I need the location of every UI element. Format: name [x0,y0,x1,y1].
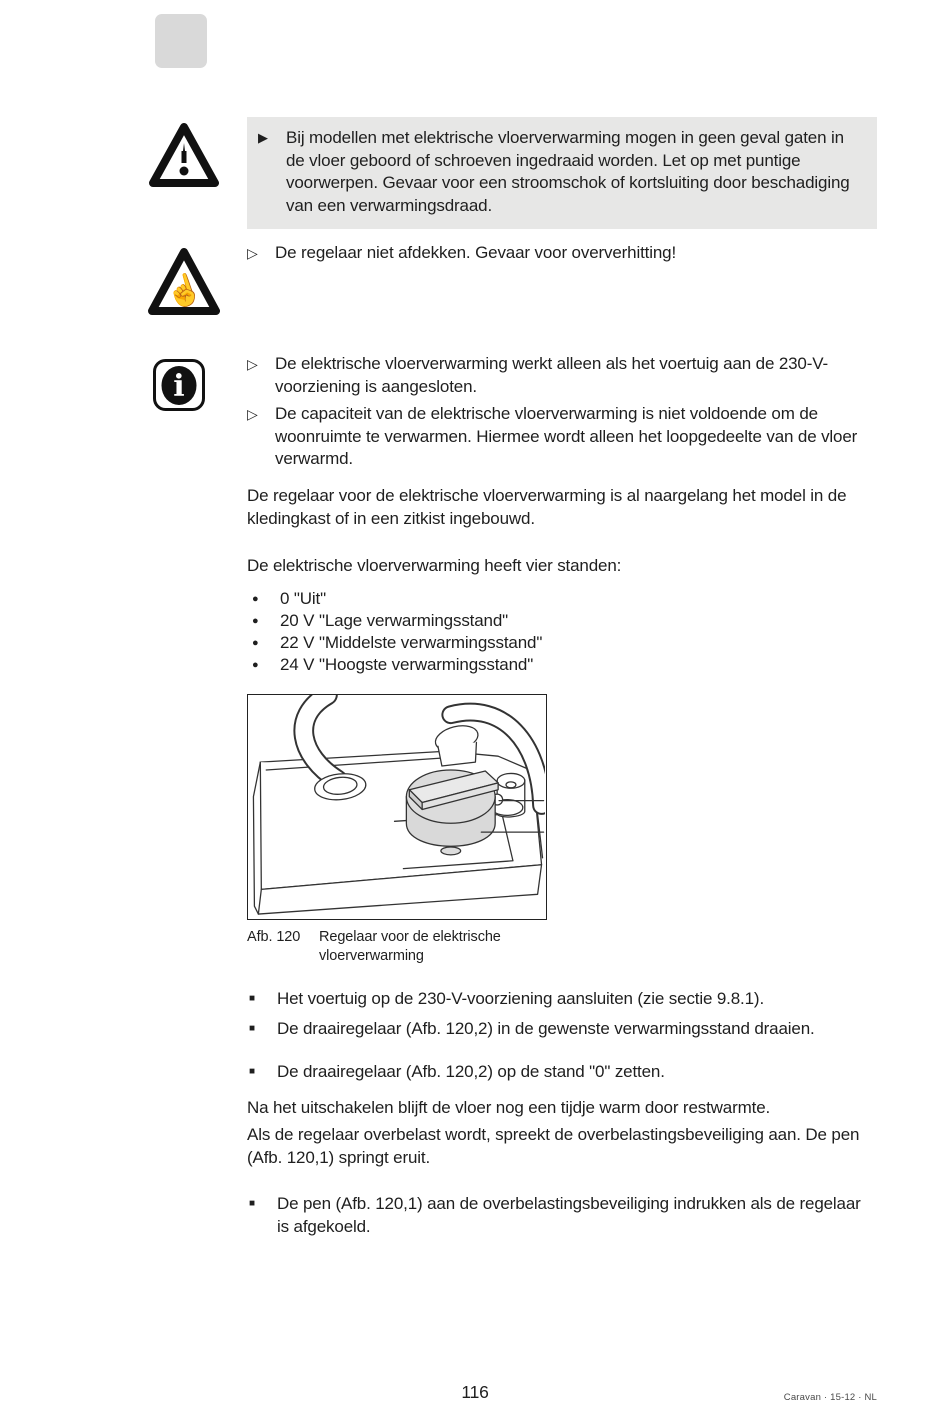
info-note-text: De elektrische vloerverwarming werkt alleen als het voertuig aan de 230-V-voorziening is aangesloten. [275,354,829,396]
paragraph: De elektrische vloerverwarming heeft vier standen: [247,556,622,575]
filled-arrow-marker-icon: ▶ [258,130,268,145]
hand-triangle-icon [148,245,220,321]
open-arrow-marker-icon: ▷ [247,356,258,372]
figure-caption [247,928,547,966]
square-bullet-icon: ■ [249,1198,256,1209]
warning-note-text: Bij modellen met elektrische vloerverwarming mogen in geen geval gaten in de vloer geboord of schroeven ingedraaid worden. Let op met puntige voorwerpen. Gevaar voor een stroomschok of kortsluiting door beschadiging van een verwarmingsdraad. [286,128,850,215]
dot-bullet-icon: ● [252,659,259,671]
info-note-text: De capaciteit van de elektrische vloerverwarming is niet voldoende om de woonruimte te verwarmen. Hiermee wordt alleen het loopgedeelte van de vloer verwarmd. [275,404,858,468]
section-tab-marker [155,14,207,68]
paragraph: Na het uitschakelen blijft de vloer nog een tijdje warm door restwarmte. [247,1098,771,1117]
step-item: ■ Het voertuig op de 230-V-voorziening aansluiten (zie sectie 9.8.1). [247,988,877,1011]
info-icon [152,358,206,412]
page-number: 116 [461,1382,489,1402]
list-item: ● 24 V "Hoogste verwarmingsstand" [247,654,867,676]
square-bullet-icon: ■ [249,993,256,1004]
warning-triangle-icon [148,121,220,193]
open-arrow-marker-icon: ▷ [247,245,258,261]
figure-label: Afb. 120 [247,929,301,945]
step-item: ■ De pen (Afb. 120,1) aan de overbelastingsbeveiliging indrukken als de regelaar is afgekoeld. [249,1194,861,1236]
figure-frame [247,694,547,920]
info-glyph: i [173,369,185,404]
list-item: ● 0 "Uit" [247,588,867,610]
info-note [247,403,879,471]
figure-caption-text: Regelaar voor de elektrische vloerverwarming [319,929,501,964]
dot-bullet-icon: ● [252,615,259,627]
attention-note-text: De regelaar niet afdekken. Gevaar voor oververhitting! [275,243,677,262]
dot-bullet-icon: ● [252,637,259,649]
step-item: ■ De draairegelaar (Afb. 120,2) in de gewenste verwarmingsstand draaien. [247,1018,877,1041]
list-item: ● 20 V "Lage verwarmingsstand" [247,610,867,632]
attention-note [247,242,879,265]
info-note [247,353,879,398]
square-bullet-icon: ■ [249,1066,256,1077]
doc-code: Caravan · 15-12 · NL [783,1392,877,1403]
list-item: ● 22 V "Middelste verwarmingsstand" [247,632,867,654]
modes-list [247,588,867,676]
open-arrow-marker-icon: ▷ [247,406,258,422]
square-bullet-icon: ■ [249,1023,256,1034]
warning-note-box [247,117,877,229]
dot-bullet-icon: ● [252,593,259,605]
regulator-line-drawing [248,695,545,918]
step-item: ■ De draairegelaar (Afb. 120,2) op de stand "0" zetten. [247,1061,877,1084]
paragraph: De regelaar voor de elektrische vloerverwarming is al naargelang het model in de kledingkast of in een zitkist ingebouwd. [247,486,847,528]
paragraph: Als de regelaar overbelast wordt, spreekt de overbelastingsbeveiliging aan. De pen (Afb. 120,1) springt eruit. [247,1125,860,1167]
hand-glyph: ☝ [161,270,208,313]
